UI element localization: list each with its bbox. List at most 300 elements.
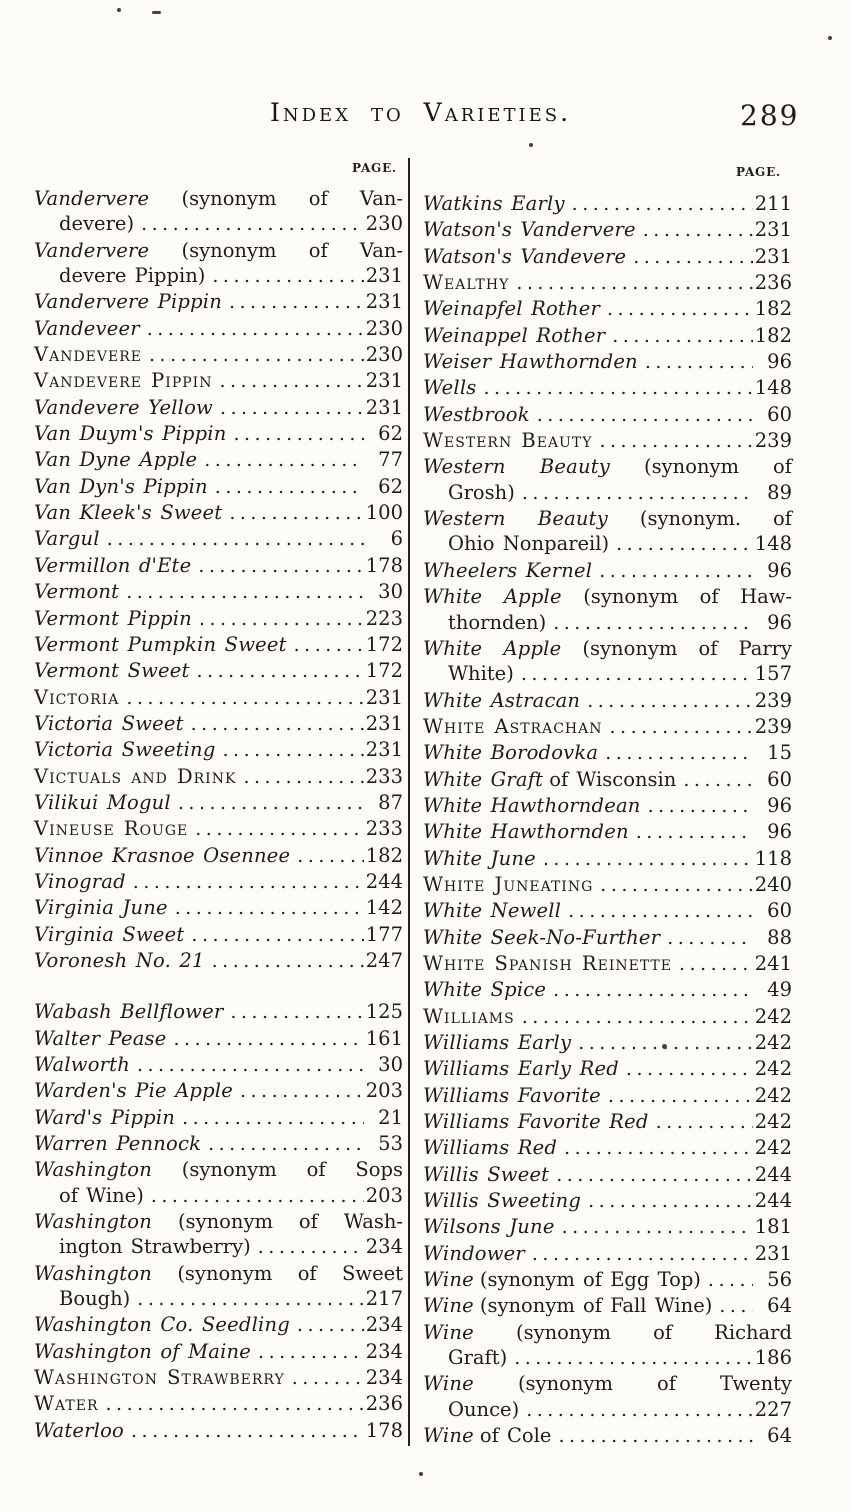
dot-leader (173, 1026, 363, 1052)
entry-wrap-text: Graft) (448, 1346, 508, 1370)
dot-leader (182, 1105, 364, 1131)
page-ref: 182 (754, 323, 792, 347)
dot-leader (514, 1345, 753, 1371)
page-ref: 244 (365, 869, 403, 893)
dot-leader (195, 816, 364, 842)
index-entry (34, 816, 403, 842)
variety-name: Washington (34, 1210, 152, 1234)
variety-name: White Apple (423, 636, 562, 660)
page-ref: 56 (767, 1268, 792, 1292)
dot-leader (607, 296, 753, 322)
variety-name: Watkins Early (423, 192, 565, 215)
variety-name: Walworth (34, 1053, 130, 1076)
dot-leader (587, 688, 753, 714)
variety-name: Wealthy (423, 271, 510, 295)
entry-tail-text: (synonym of Van- (181, 187, 403, 210)
variety-name: Vandervere (34, 187, 150, 210)
dot-leader (198, 553, 363, 579)
folio-number: 289 (740, 99, 800, 132)
scan-speck (419, 1472, 423, 1476)
index-entry (423, 846, 792, 872)
dot-leader (599, 428, 752, 454)
index-entry (34, 421, 403, 447)
page-ref: 236 (365, 1392, 403, 1416)
entry-wrap-text: of Wine) (59, 1183, 144, 1207)
index-entry (34, 1391, 403, 1417)
page-ref: 148 (754, 376, 792, 400)
index-entry (423, 296, 792, 322)
index-entry (423, 1109, 792, 1135)
index-entry (34, 895, 403, 921)
page-ref: 236 (754, 271, 792, 295)
dot-leader (562, 1214, 753, 1240)
variety-name: Waterloo (34, 1418, 124, 1442)
page-ref: 231 (365, 369, 403, 393)
dot-leader (553, 977, 753, 1003)
variety-name: Victoria Sweeting (34, 738, 216, 762)
dot-leader (191, 922, 363, 948)
entry-wrap-text: devere Pippin) (59, 264, 206, 288)
dot-leader (220, 395, 364, 421)
index-entry (423, 506, 792, 558)
index-entry (423, 584, 792, 636)
dot-leader (131, 1418, 364, 1444)
dot-leader (223, 737, 364, 763)
index-entry (423, 925, 792, 951)
variety-name: Weinappel Rother (423, 323, 606, 347)
page-ref: 234 (365, 1313, 403, 1337)
index-entry (423, 1030, 792, 1056)
dot-leader (568, 898, 753, 924)
variety-name: Williams Red (423, 1136, 558, 1160)
dot-leader (578, 1030, 753, 1056)
dot-leader (543, 846, 753, 872)
page-ref: 241 (754, 951, 792, 975)
page-ref: 244 (754, 1189, 792, 1213)
variety-name: Western Beauty (423, 455, 610, 479)
variety-name: White Hawthorndean (423, 793, 641, 817)
index-entry (34, 632, 403, 658)
variety-name: Ward's Pippin (34, 1105, 176, 1129)
variety-name: White Astrachan (423, 714, 603, 738)
dot-leader (229, 289, 364, 315)
variety-name: Van Kleek's Sweet (34, 501, 223, 525)
dot-leader (243, 764, 363, 790)
index-entry (34, 238, 403, 290)
page-ref: 89 (767, 480, 792, 504)
variety-name: White Seek-No-Further (423, 925, 661, 949)
variety-name: Vinnoe Krasnoe Osennee (34, 843, 291, 867)
variety-name: Virginia Sweet (34, 922, 185, 946)
page-ref: 148 (754, 532, 792, 556)
scan-speck (117, 8, 121, 12)
index-entry (423, 323, 792, 349)
dot-leader (294, 632, 364, 658)
dot-leader (599, 558, 753, 584)
index-entry (423, 1162, 792, 1188)
dot-leader (608, 1083, 753, 1109)
index-entry (423, 688, 792, 714)
page-ref: 161 (365, 1026, 403, 1050)
variety-name: Western Beauty (423, 429, 593, 453)
dot-leader (612, 323, 753, 349)
page-ref: 177 (365, 922, 403, 946)
variety-name: Vandevere Pippin (34, 369, 213, 393)
dot-leader (151, 1183, 364, 1209)
page-ref: 234 (365, 1339, 403, 1363)
page-ref: 96 (767, 350, 792, 374)
dot-leader (553, 610, 753, 636)
dot-leader (258, 1339, 364, 1365)
page-ref: 142 (365, 896, 403, 920)
dot-leader (137, 1286, 363, 1312)
page-ref: 230 (365, 343, 403, 367)
page-ref: 62 (378, 422, 403, 446)
index-entry (423, 1371, 792, 1423)
variety-name: Williams Early Red (423, 1057, 619, 1081)
dot-leader (605, 740, 753, 766)
index-entry (34, 658, 403, 684)
index-entry (423, 217, 792, 243)
dot-leader (137, 1052, 364, 1078)
variety-name: Washington Co. Seedling (34, 1313, 290, 1337)
entry-tail-text: (synonym of Sops (181, 1158, 403, 1182)
variety-name: Victoria Sweet (34, 711, 184, 735)
variety-name: Victoria (34, 685, 120, 709)
scan-speck (828, 36, 832, 40)
variety-name: Washington (34, 1261, 152, 1285)
page-ref: 242 (754, 1136, 792, 1160)
index-entry (34, 1026, 403, 1052)
page-ref: 231 (754, 218, 792, 242)
index-entry (34, 764, 403, 790)
page-ref: 234 (365, 1366, 403, 1390)
page-ref: 182 (365, 843, 403, 867)
dot-leader (126, 685, 363, 711)
page-ref: 118 (754, 846, 792, 870)
index-entry (34, 737, 403, 763)
dot-leader (229, 500, 363, 526)
dot-leader (297, 1312, 364, 1338)
page-ref: 182 (754, 297, 792, 321)
entry-wrap-text: Bough) (59, 1287, 131, 1311)
variety-name: Williams Favorite (423, 1083, 601, 1107)
index-entry (34, 289, 403, 315)
variety-name: Watson's Vandevere (423, 244, 627, 268)
page-ref: 230 (365, 316, 403, 340)
index-entry (34, 342, 403, 368)
index-entry (34, 1105, 403, 1131)
variety-name: Weiser Hawthornden (423, 350, 638, 374)
index-entry (34, 1078, 403, 1104)
dot-leader (648, 793, 753, 819)
page-ref: 6 (390, 527, 403, 551)
index-entry (423, 1267, 792, 1293)
page-ref: 203 (365, 1183, 403, 1207)
variety-name: Wells (423, 376, 477, 400)
entry-tail-text: (synonym of Parry (582, 636, 793, 660)
page-ref: 211 (754, 192, 792, 215)
index-entry (423, 244, 792, 270)
variety-name: Wine (423, 1294, 474, 1318)
page-ref: 231 (365, 264, 403, 288)
dot-leader (297, 843, 364, 869)
variety-name: Williams (423, 1004, 515, 1028)
page-ref: 53 (378, 1132, 403, 1156)
index-entry (34, 922, 403, 948)
index-entry (34, 1261, 403, 1313)
page-ref: 181 (754, 1215, 792, 1239)
variety-name: Warren Pennock (34, 1132, 202, 1156)
variety-name: Watson's Vandervere (423, 218, 636, 242)
page-ref: 239 (754, 429, 792, 453)
index-entry (423, 1214, 792, 1240)
index-entry (423, 454, 792, 506)
dot-leader (208, 1131, 364, 1157)
page-column-label-left: PAGE. (352, 161, 398, 175)
variety-name: Wilsons June (423, 1215, 555, 1239)
dot-leader (141, 211, 364, 237)
page-ref: 178 (365, 1418, 403, 1442)
scan-speck (152, 11, 161, 14)
page-ref: 125 (365, 1000, 403, 1024)
index-entry (423, 767, 792, 793)
index-entry (423, 740, 792, 766)
scan-speck (662, 1044, 667, 1049)
dot-leader (106, 1391, 364, 1417)
dot-leader (219, 368, 363, 394)
page-ref: 62 (378, 474, 403, 498)
page-ref: 172 (365, 632, 403, 656)
dot-leader (719, 1293, 753, 1319)
page-ref: 242 (754, 1004, 792, 1028)
dot-leader (178, 790, 364, 816)
index-entry (34, 500, 403, 526)
entry-tail-text: (synonym. of (639, 507, 792, 531)
page-ref: 64 (767, 1294, 792, 1318)
variety-name: Vandevere Yellow (34, 395, 213, 419)
dot-leader (212, 948, 364, 974)
variety-name: Vermont Pippin (34, 606, 192, 630)
page-ref: 239 (754, 714, 792, 738)
index-entry (34, 579, 403, 605)
index-entry (423, 1135, 792, 1161)
page-ref: 231 (754, 1241, 792, 1265)
dot-leader (292, 1365, 364, 1391)
page-ref: 49 (767, 978, 792, 1002)
entry-wrap-text: thornden) (448, 610, 547, 634)
page-ref: 233 (365, 817, 403, 841)
page-ref: 30 (378, 580, 403, 604)
variety-name: Willis Sweet (423, 1162, 550, 1186)
dot-leader (556, 1162, 753, 1188)
page-ref: 230 (365, 212, 403, 236)
index-entry (423, 1320, 792, 1372)
index-entry (423, 558, 792, 584)
index-entry (34, 526, 403, 552)
dot-leader (230, 999, 363, 1025)
page-ref: 178 (365, 553, 403, 577)
entry-tail-text: (synonym of Van- (181, 238, 403, 262)
variety-name: Vandervere Pippin (34, 290, 222, 314)
entry-wrap-text: White) (448, 662, 514, 686)
variety-name: Wine (423, 1268, 474, 1292)
page-ref: 233 (365, 764, 403, 788)
variety-name: Williams Early (423, 1031, 572, 1054)
variety-name: Wabash Bellflower (34, 1000, 224, 1024)
dot-leader (197, 658, 364, 684)
dot-leader (532, 1241, 753, 1267)
entry-wrap-text: Ounce) (448, 1397, 520, 1421)
index-entry (34, 843, 403, 869)
entry-wrap-text: Grosh) (448, 480, 515, 504)
dot-leader (537, 402, 753, 428)
variety-name: Wine (423, 1320, 474, 1344)
index-entry (423, 714, 792, 740)
dot-leader (708, 1267, 753, 1293)
page-ref: 60 (767, 767, 792, 791)
entry-tail-text: (synonym of Twenty (517, 1372, 793, 1396)
dot-leader (175, 895, 364, 921)
index-entry (34, 1365, 403, 1391)
dot-leader (522, 480, 753, 506)
index-entry (34, 1209, 403, 1261)
index-entry (34, 790, 403, 816)
dot-leader (133, 869, 364, 895)
dot-leader (643, 217, 753, 243)
index-entry (34, 1052, 403, 1078)
index-entry (34, 474, 403, 500)
variety-name: White Spice (423, 978, 547, 1002)
dot-leader (600, 872, 752, 898)
index-entry (34, 368, 403, 394)
dot-leader (656, 1109, 753, 1135)
variety-name: Walter Pease (34, 1026, 167, 1050)
page-ref: 60 (767, 402, 792, 426)
variety-name: Vermillon d'Ete (34, 553, 192, 577)
variety-name: White Juneating (423, 872, 594, 896)
variety-name: Wine (423, 1372, 474, 1396)
index-entry (423, 872, 792, 898)
entry-wrap-text: devere) (59, 212, 135, 236)
page-ref: 96 (767, 558, 792, 582)
dot-leader (240, 1078, 364, 1104)
page-ref: 186 (754, 1346, 792, 1370)
index-entry (423, 793, 792, 819)
dot-leader (191, 711, 364, 737)
variety-name: Washington of Maine (34, 1339, 252, 1363)
page-ref: 203 (365, 1079, 403, 1103)
dot-leader (633, 244, 753, 270)
variety-name: Vargul (34, 527, 100, 551)
variety-name: Williams Favorite Red (423, 1110, 649, 1134)
variety-name: Van Dyn's Pippin (34, 474, 208, 498)
entry-tail-text: of Wisconsin (549, 767, 677, 791)
index-entry (423, 1188, 792, 1214)
index-entry (34, 999, 403, 1025)
index-entry (423, 636, 792, 688)
page-ref: 96 (767, 793, 792, 817)
dot-leader (683, 767, 753, 793)
page-ref: 231 (365, 711, 403, 735)
index-entry (34, 948, 403, 974)
index-entry (34, 606, 403, 632)
variety-name: Washington Strawberry (34, 1366, 285, 1390)
index-entry (423, 1083, 792, 1109)
entry-tail-text: (synonym of Fall Wine) (479, 1294, 713, 1318)
page-ref: 60 (767, 899, 792, 923)
index-entry (423, 402, 792, 428)
page-ref: 239 (754, 688, 792, 712)
dot-leader (667, 925, 753, 951)
index-entry (34, 1418, 403, 1444)
variety-name: Virginia June (34, 896, 168, 920)
entry-wrap-text: Ohio Nonpareil) (448, 532, 610, 556)
index-entry (34, 186, 403, 238)
dot-leader (616, 531, 753, 557)
variety-name: Van Dyne Apple (34, 448, 198, 472)
page-ref: 242 (754, 1083, 792, 1107)
variety-name: White Newell (423, 899, 562, 923)
page-ref: 247 (365, 948, 403, 972)
page-ref: 242 (754, 1031, 792, 1054)
dot-leader (526, 1397, 753, 1423)
entry-tail-text: (synonym of Sweet (177, 1261, 403, 1285)
index-entry (423, 191, 792, 217)
variety-name: Vinograd (34, 869, 126, 893)
variety-name: Western Beauty (423, 507, 608, 531)
dot-leader (149, 342, 364, 368)
page-ref: 231 (754, 244, 792, 268)
entry-tail-text: of Cole (479, 1424, 552, 1448)
page-ref: 96 (767, 610, 792, 634)
variety-name: Vandervere (34, 238, 150, 262)
page-ref: 15 (767, 741, 792, 765)
dot-leader (609, 714, 752, 740)
index-entry (423, 977, 792, 1003)
entry-tail-text: (synonym of (644, 455, 793, 479)
variety-name: Vermont (34, 580, 120, 604)
page-ref: 242 (754, 1057, 792, 1081)
index-column-right (423, 191, 792, 1450)
dot-leader (572, 191, 753, 217)
variety-name: Wheelers Kernel (423, 558, 593, 582)
page-ref: 96 (767, 820, 792, 844)
entry-tail-text: (synonym of Haw- (583, 585, 793, 609)
index-entry (423, 428, 792, 454)
variety-name: Westbrook (423, 402, 530, 426)
variety-name: White Astracan (423, 688, 581, 712)
variety-name: Vermont Sweet (34, 659, 190, 683)
index-entry (423, 951, 792, 977)
index-entry (34, 1312, 403, 1338)
entry-tail-text: (synonym of Richard (515, 1320, 792, 1344)
dot-leader (204, 447, 364, 473)
variety-name: Voronesh No. 21 (34, 948, 205, 972)
variety-name: Vandeveer (34, 316, 140, 340)
dot-leader (636, 819, 753, 845)
page-column-label-right: PAGE. (736, 165, 782, 179)
variety-name: Vineuse Rouge (34, 817, 189, 841)
page-ref: 231 (365, 290, 403, 314)
page-ref: 234 (365, 1235, 403, 1259)
variety-name: Warden's Pie Apple (34, 1079, 233, 1103)
column-divider (408, 158, 410, 1446)
dot-leader (522, 1004, 753, 1030)
variety-name: Willis Sweeting (423, 1189, 582, 1213)
dot-leader (679, 951, 753, 977)
variety-name: Van Duym's Pippin (34, 422, 227, 446)
